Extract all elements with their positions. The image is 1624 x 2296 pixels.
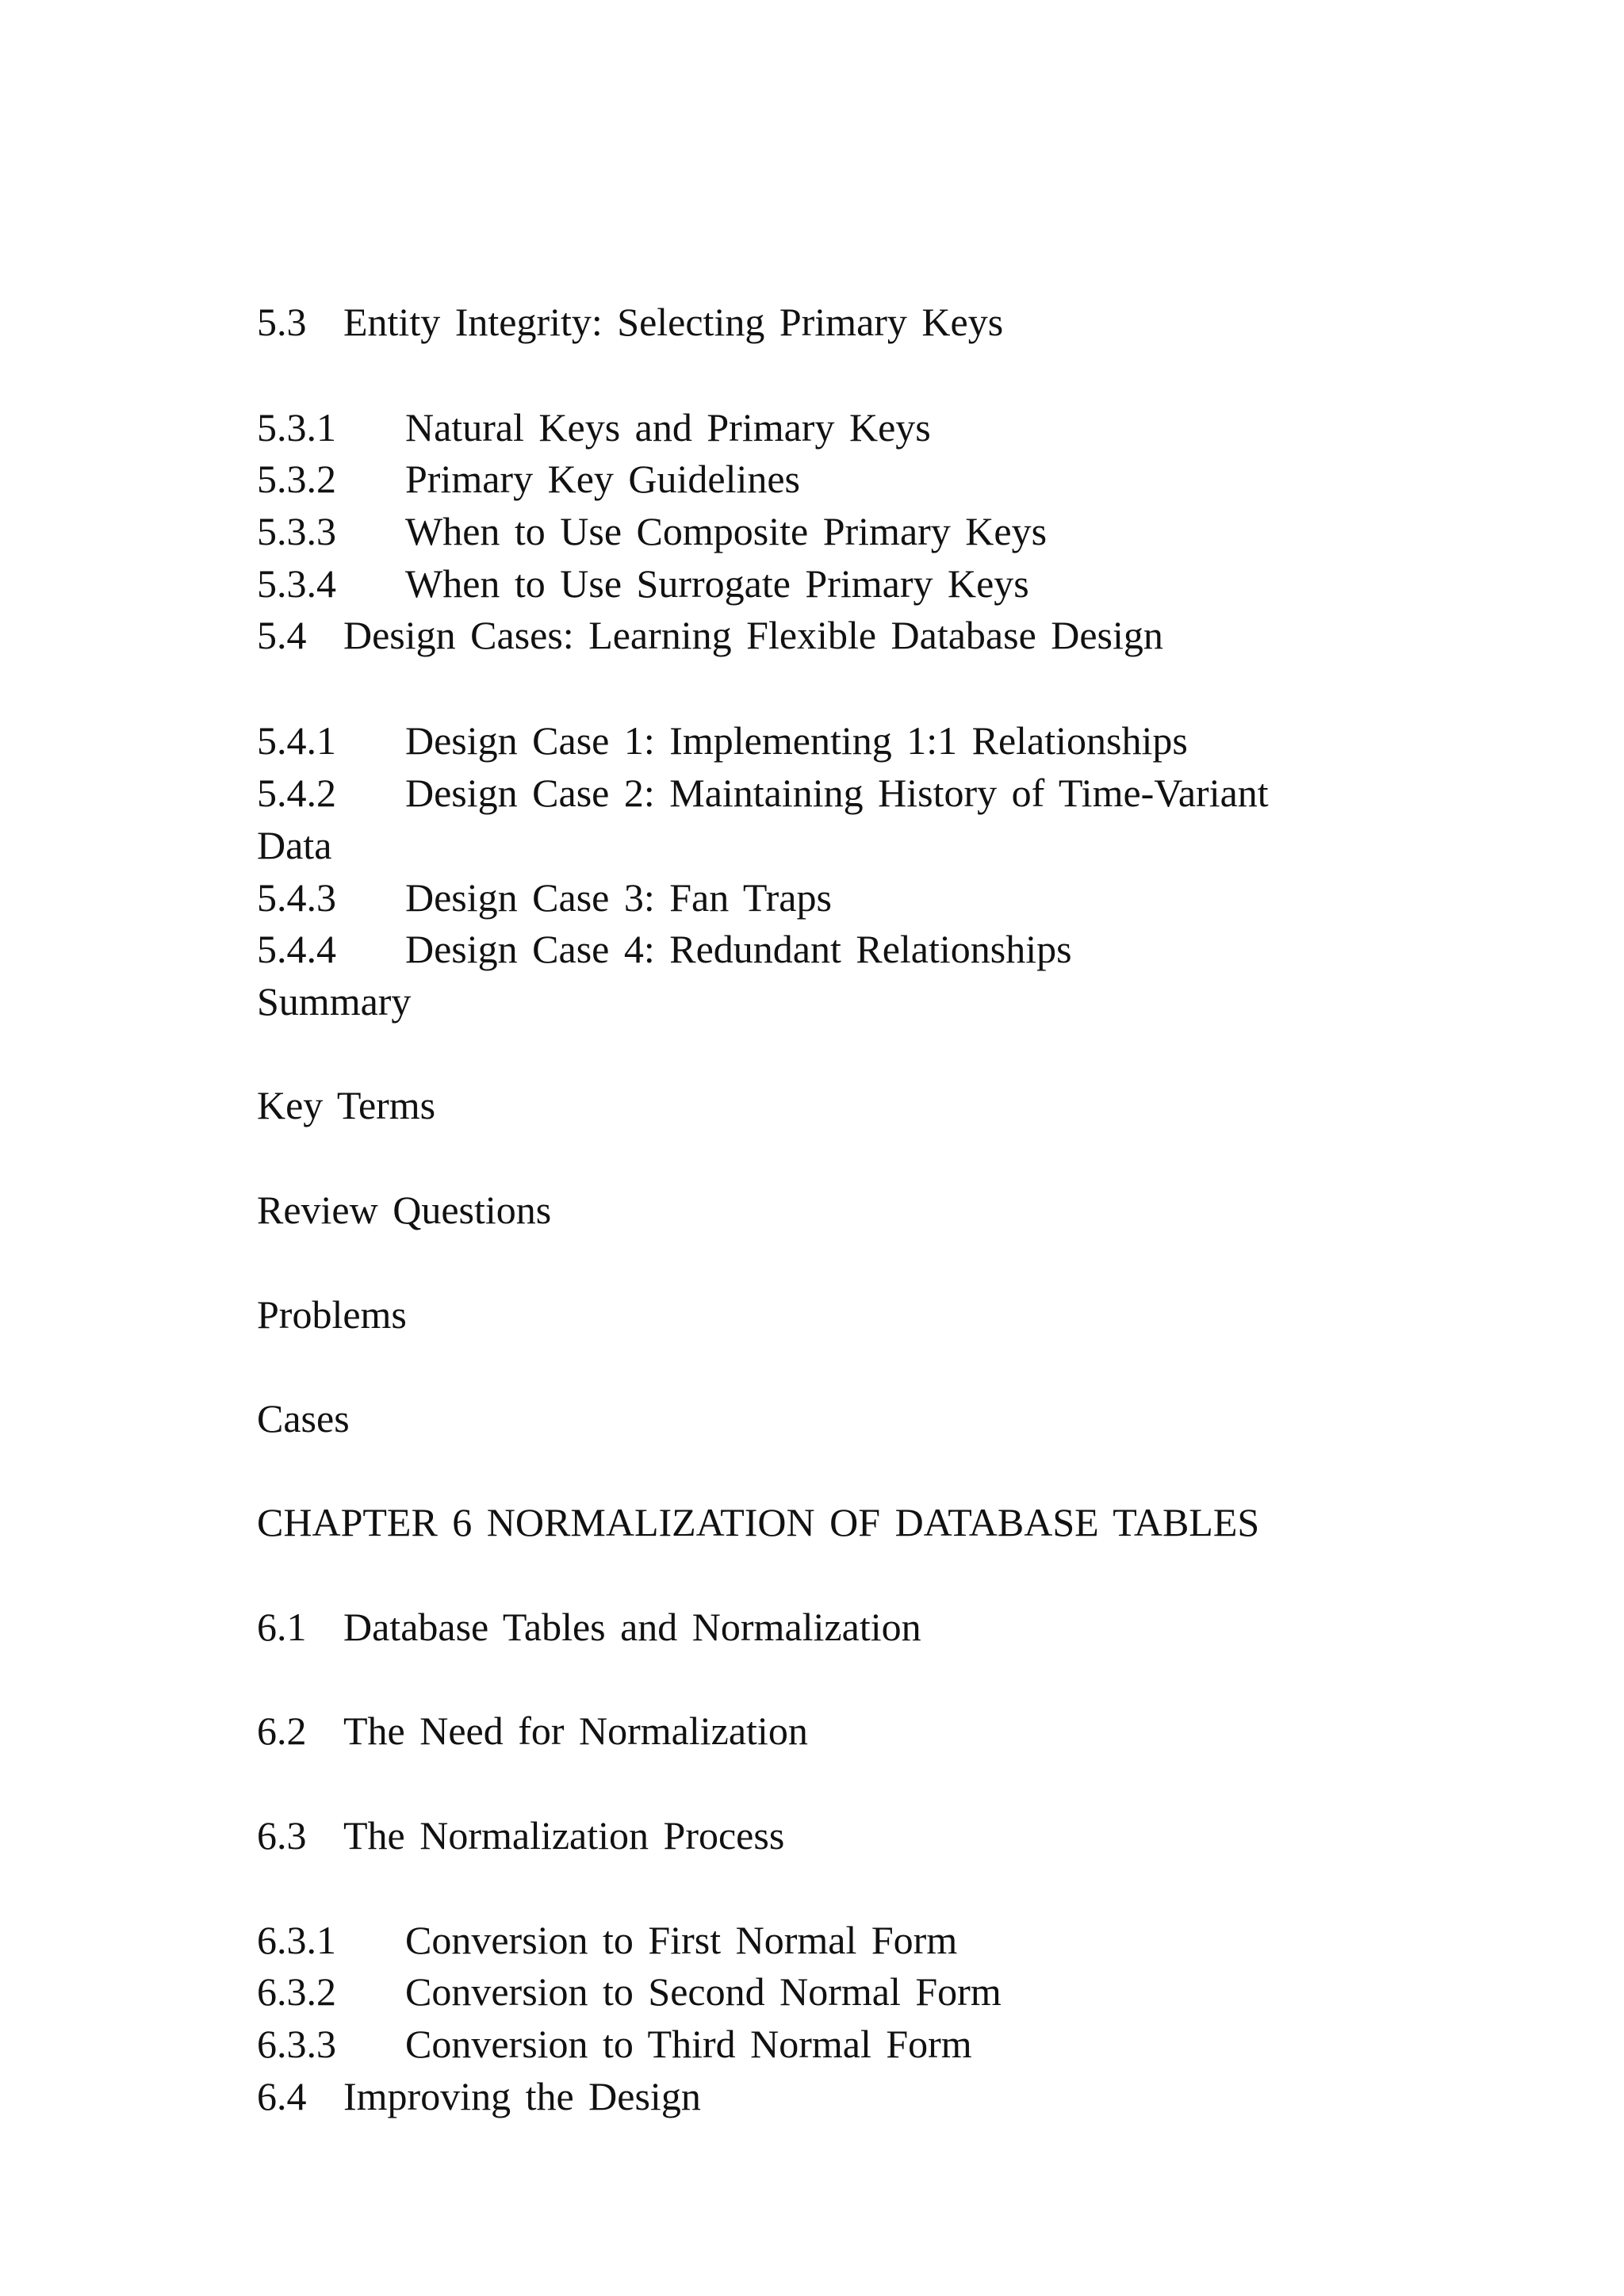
toc-entry-5-3-3 xyxy=(198,460,1048,553)
toc-entry-5-4-4 xyxy=(198,878,1072,971)
toc-entry-summary xyxy=(198,930,412,1024)
toc-entry-key-terms xyxy=(198,1034,436,1127)
section-title: Design Case 2: Maintaining History of Time-Variant xyxy=(405,771,1269,815)
section-title: Problems xyxy=(257,1292,407,1337)
toc-entry-6-2 xyxy=(198,1659,808,1753)
section-title: The Normalization Process xyxy=(343,1813,785,1858)
section-number: 5.4 xyxy=(257,613,307,657)
toc-entry-5-3 xyxy=(198,251,1004,344)
section-title: Review Questions xyxy=(257,1188,552,1232)
toc-entry-problems xyxy=(198,1243,407,1337)
toc-entry-6-3-3 xyxy=(198,1973,972,2066)
section-title: Key Terms xyxy=(257,1083,436,1127)
section-number: 5.4.1 xyxy=(257,718,336,763)
section-title: Database Tables and Normalization xyxy=(343,1605,921,1649)
section-number: 5.3.2 xyxy=(257,457,336,501)
section-number: 5.4.4 xyxy=(257,927,336,971)
toc-entry-5-4 xyxy=(198,564,1163,657)
chapter-title: CHAPTER 6 NORMALIZATION OF DATABASE TABLES xyxy=(257,1500,1260,1544)
section-title: Design Case 3: Fan Traps xyxy=(405,875,832,920)
section-title: Primary Key Guidelines xyxy=(405,457,801,501)
section-title: Cases xyxy=(257,1396,350,1441)
toc-entry-5-4-2 xyxy=(198,721,1269,815)
section-number: 5.3.4 xyxy=(257,561,336,606)
toc-entry-6-1 xyxy=(198,1556,921,1649)
toc-entry-5-3-1 xyxy=(198,356,931,450)
section-number: 5.4.3 xyxy=(257,875,336,920)
chapter-heading xyxy=(198,1451,1260,1544)
section-title: Conversion to Third Normal Form xyxy=(405,2022,972,2066)
section-title: Conversion to Second Normal Form xyxy=(405,1969,1002,2014)
section-number: 5.3 xyxy=(257,300,307,344)
section-number: 6.3.2 xyxy=(257,1969,336,2014)
toc-entry-5-4-1 xyxy=(198,669,1188,763)
toc-entry-5-3-2 xyxy=(198,408,801,501)
section-title: When to Use Composite Primary Keys xyxy=(405,509,1048,553)
toc-entry-5-4-3 xyxy=(198,826,832,920)
toc-entry-5-3-4 xyxy=(198,512,1029,606)
toc-entry-6-3 xyxy=(198,1764,785,1858)
section-number: 6.3.1 xyxy=(257,1918,336,1962)
section-number: 6.2 xyxy=(257,1709,307,1753)
section-number: 6.3 xyxy=(257,1813,307,1858)
section-number: 5.4.2 xyxy=(257,771,336,815)
section-number: 6.4 xyxy=(257,2074,307,2118)
section-title: Entity Integrity: Selecting Primary Keys xyxy=(343,300,1004,344)
section-title: Design Case 1: Implementing 1:1 Relationships xyxy=(405,718,1188,763)
toc-entry-review-questions xyxy=(198,1138,552,1232)
section-number: 6.3.3 xyxy=(257,2022,336,2066)
toc-entry-5-4-2-continuation xyxy=(198,774,332,867)
section-number: 5.3.1 xyxy=(257,405,336,450)
section-number: 5.3.3 xyxy=(257,509,336,553)
section-number: 6.1 xyxy=(257,1605,307,1649)
section-title: Design Case 4: Redundant Relationships xyxy=(405,927,1072,971)
section-title: The Need for Normalization xyxy=(343,1709,808,1753)
toc-entry-6-4 xyxy=(198,2025,701,2118)
section-title-continuation: Data xyxy=(257,823,332,867)
section-title: Summary xyxy=(257,979,412,1024)
section-title: Improving the Design xyxy=(343,2074,701,2118)
section-title: When to Use Surrogate Primary Keys xyxy=(405,561,1029,606)
section-title: Design Cases: Learning Flexible Database Design xyxy=(343,613,1163,657)
section-title: Natural Keys and Primary Keys xyxy=(405,405,931,450)
toc-entry-6-3-1 xyxy=(198,1869,958,1962)
section-title: Conversion to First Normal Form xyxy=(405,1918,958,1962)
toc-entry-cases xyxy=(198,1347,350,1441)
toc-entry-6-3-2 xyxy=(198,1920,1002,2014)
